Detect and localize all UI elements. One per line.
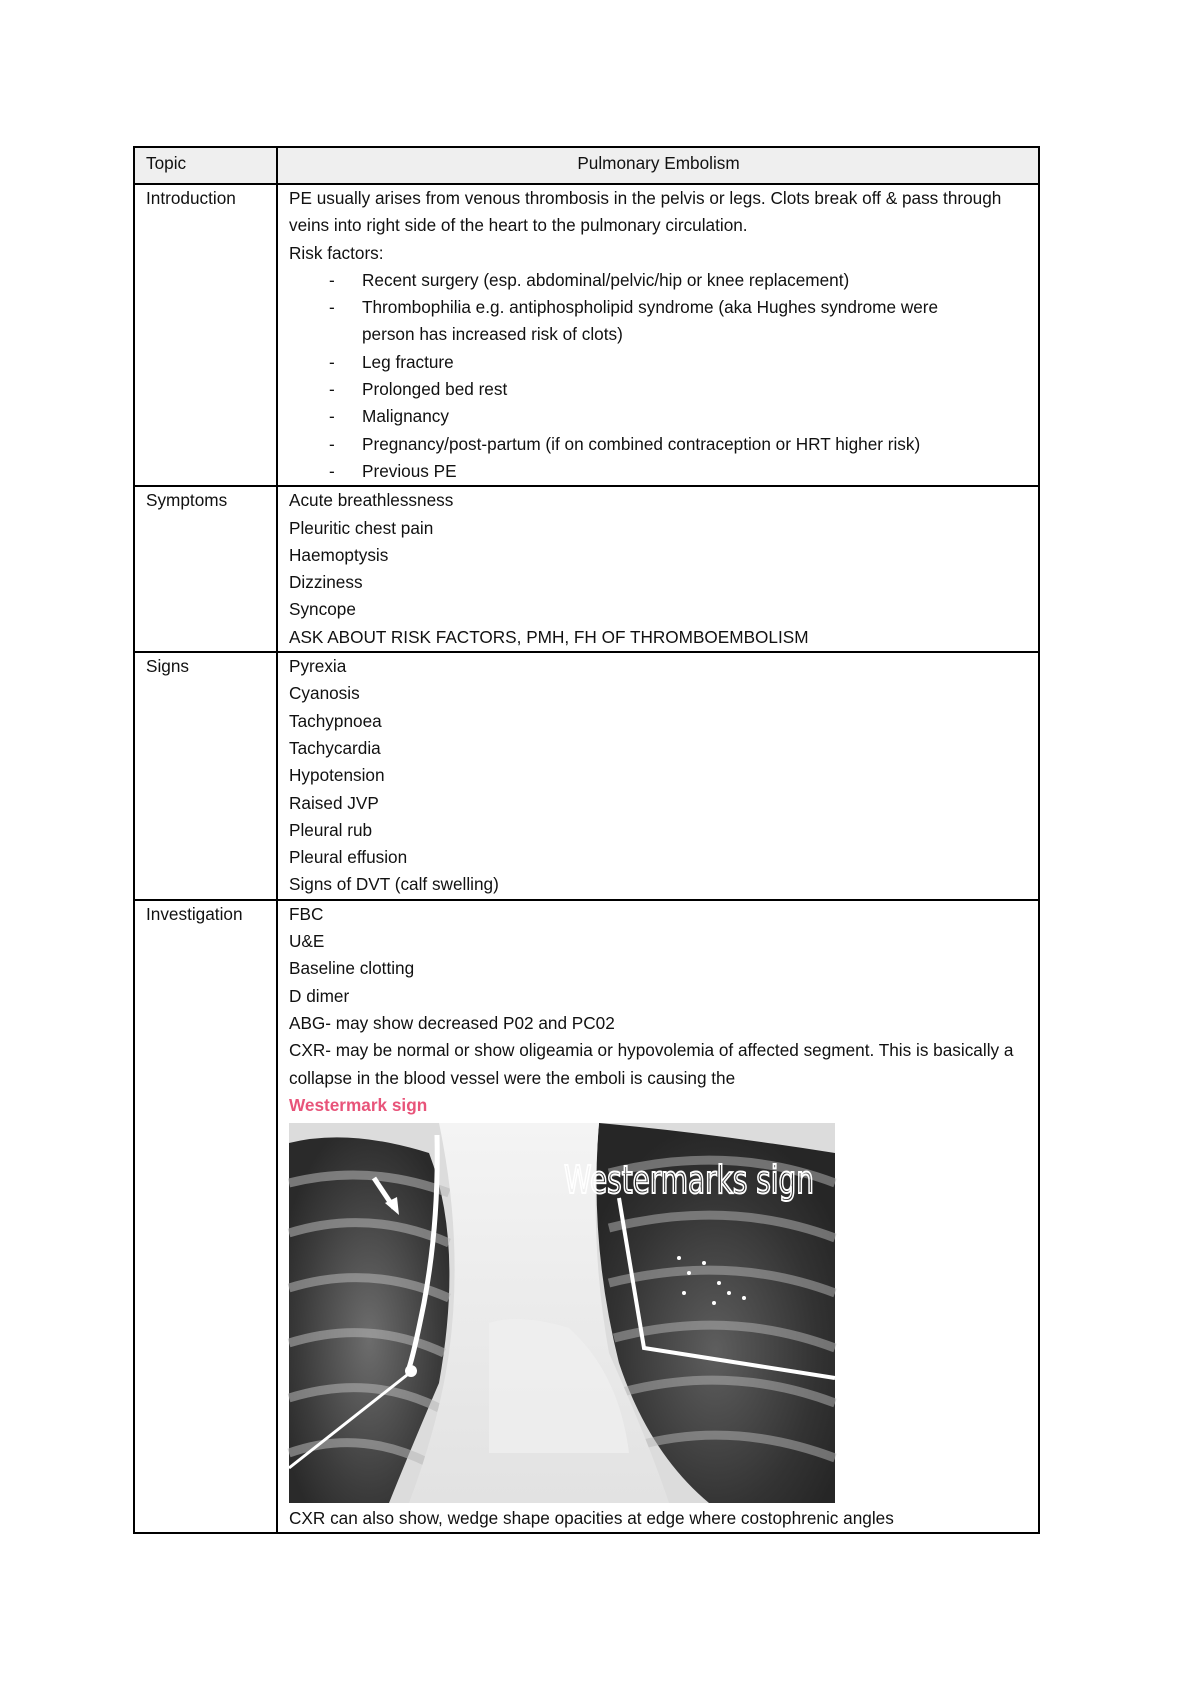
introduction-label: Introduction [134, 184, 277, 486]
list-item: FBC [289, 903, 324, 924]
introduction-row [134, 184, 1039, 486]
list-item: Signs of DVT (calf swelling) [289, 874, 499, 895]
list-item: - Previous PE [329, 458, 988, 485]
list-item: D dimer [289, 985, 350, 1006]
list-item: ASK ABOUT RISK FACTORS, PMH, FH OF THROMBOEMBOLISM [289, 626, 809, 647]
list-item: - Thrombophilia e.g. antiphospholipid syndrome (aka Hughes syndrome were person has increased risk of clots) [329, 294, 988, 349]
list-item: Baseline clotting [289, 958, 415, 979]
investigation-content [277, 900, 1039, 1534]
cxr-description: CXR- may be normal or show oligeamia or hypovolemia of affected segment. This is basically a collapse in the blood vessel were the emboli is causing the [289, 1040, 1014, 1088]
list-item: Dizziness [289, 572, 363, 593]
list-item: Cyanosis [289, 683, 360, 704]
topic-header-cell: Topic [134, 147, 277, 184]
list-item: - Pregnancy/post-partum (if on combined contraception or HRT higher risk) [329, 431, 988, 458]
list-item: U&E [289, 931, 325, 952]
signs-row [134, 652, 1039, 900]
symptoms-content [277, 486, 1039, 652]
list-item: Pleuritic chest pain [289, 517, 434, 538]
investigation-label: Investigation [134, 900, 277, 1534]
header-row [134, 147, 1039, 184]
cxr-additional-text: CXR can also show, wedge shape opacities at edge where costophrenic angles [289, 1508, 894, 1529]
risk-factors-label: Risk factors: [289, 242, 384, 263]
list-item: Hypotension [289, 765, 385, 786]
signs-label: Signs [134, 652, 277, 900]
chest-xray-image [289, 1123, 835, 1503]
investigation-row [134, 900, 1039, 1534]
symptoms-label: Symptoms [134, 486, 277, 652]
list-item: Syncope [289, 599, 356, 620]
list-item: Tachypnoea [289, 710, 382, 731]
list-item: - Recent surgery (esp. abdominal/pelvic/hip or knee replacement) [329, 267, 988, 294]
list-item: - Prolonged bed rest [329, 376, 988, 403]
introduction-text: PE usually arises from venous thrombosis in the pelvis or legs. Clots break off & pass through veins into right side of the heart to the pulmonary circulation. [289, 188, 1002, 236]
risk-factor-list [289, 267, 1028, 485]
list-item: Haemoptysis [289, 544, 389, 565]
westermark-sign-heading: Westermark sign [289, 1094, 428, 1115]
page-title: Pulmonary Embolism [277, 147, 1039, 184]
list-item: - Leg fracture [329, 349, 988, 376]
list-item: Pleural rub [289, 819, 373, 840]
list-item: Raised JVP [289, 792, 379, 813]
list-item: Pleural effusion [289, 847, 408, 868]
pe-notes-table [133, 146, 1040, 1534]
list-item: Acute breathlessness [289, 490, 454, 511]
list-item: Tachycardia [289, 737, 381, 758]
symptoms-row [134, 486, 1039, 652]
signs-content [277, 652, 1039, 900]
list-item: ABG- may show decreased P02 and PC02 [289, 1012, 615, 1033]
xray-annotation-label: Westermarks sign [564, 1158, 814, 1203]
list-item: Pyrexia [289, 656, 347, 677]
list-item: - Malignancy [329, 403, 988, 430]
introduction-content [277, 184, 1039, 486]
